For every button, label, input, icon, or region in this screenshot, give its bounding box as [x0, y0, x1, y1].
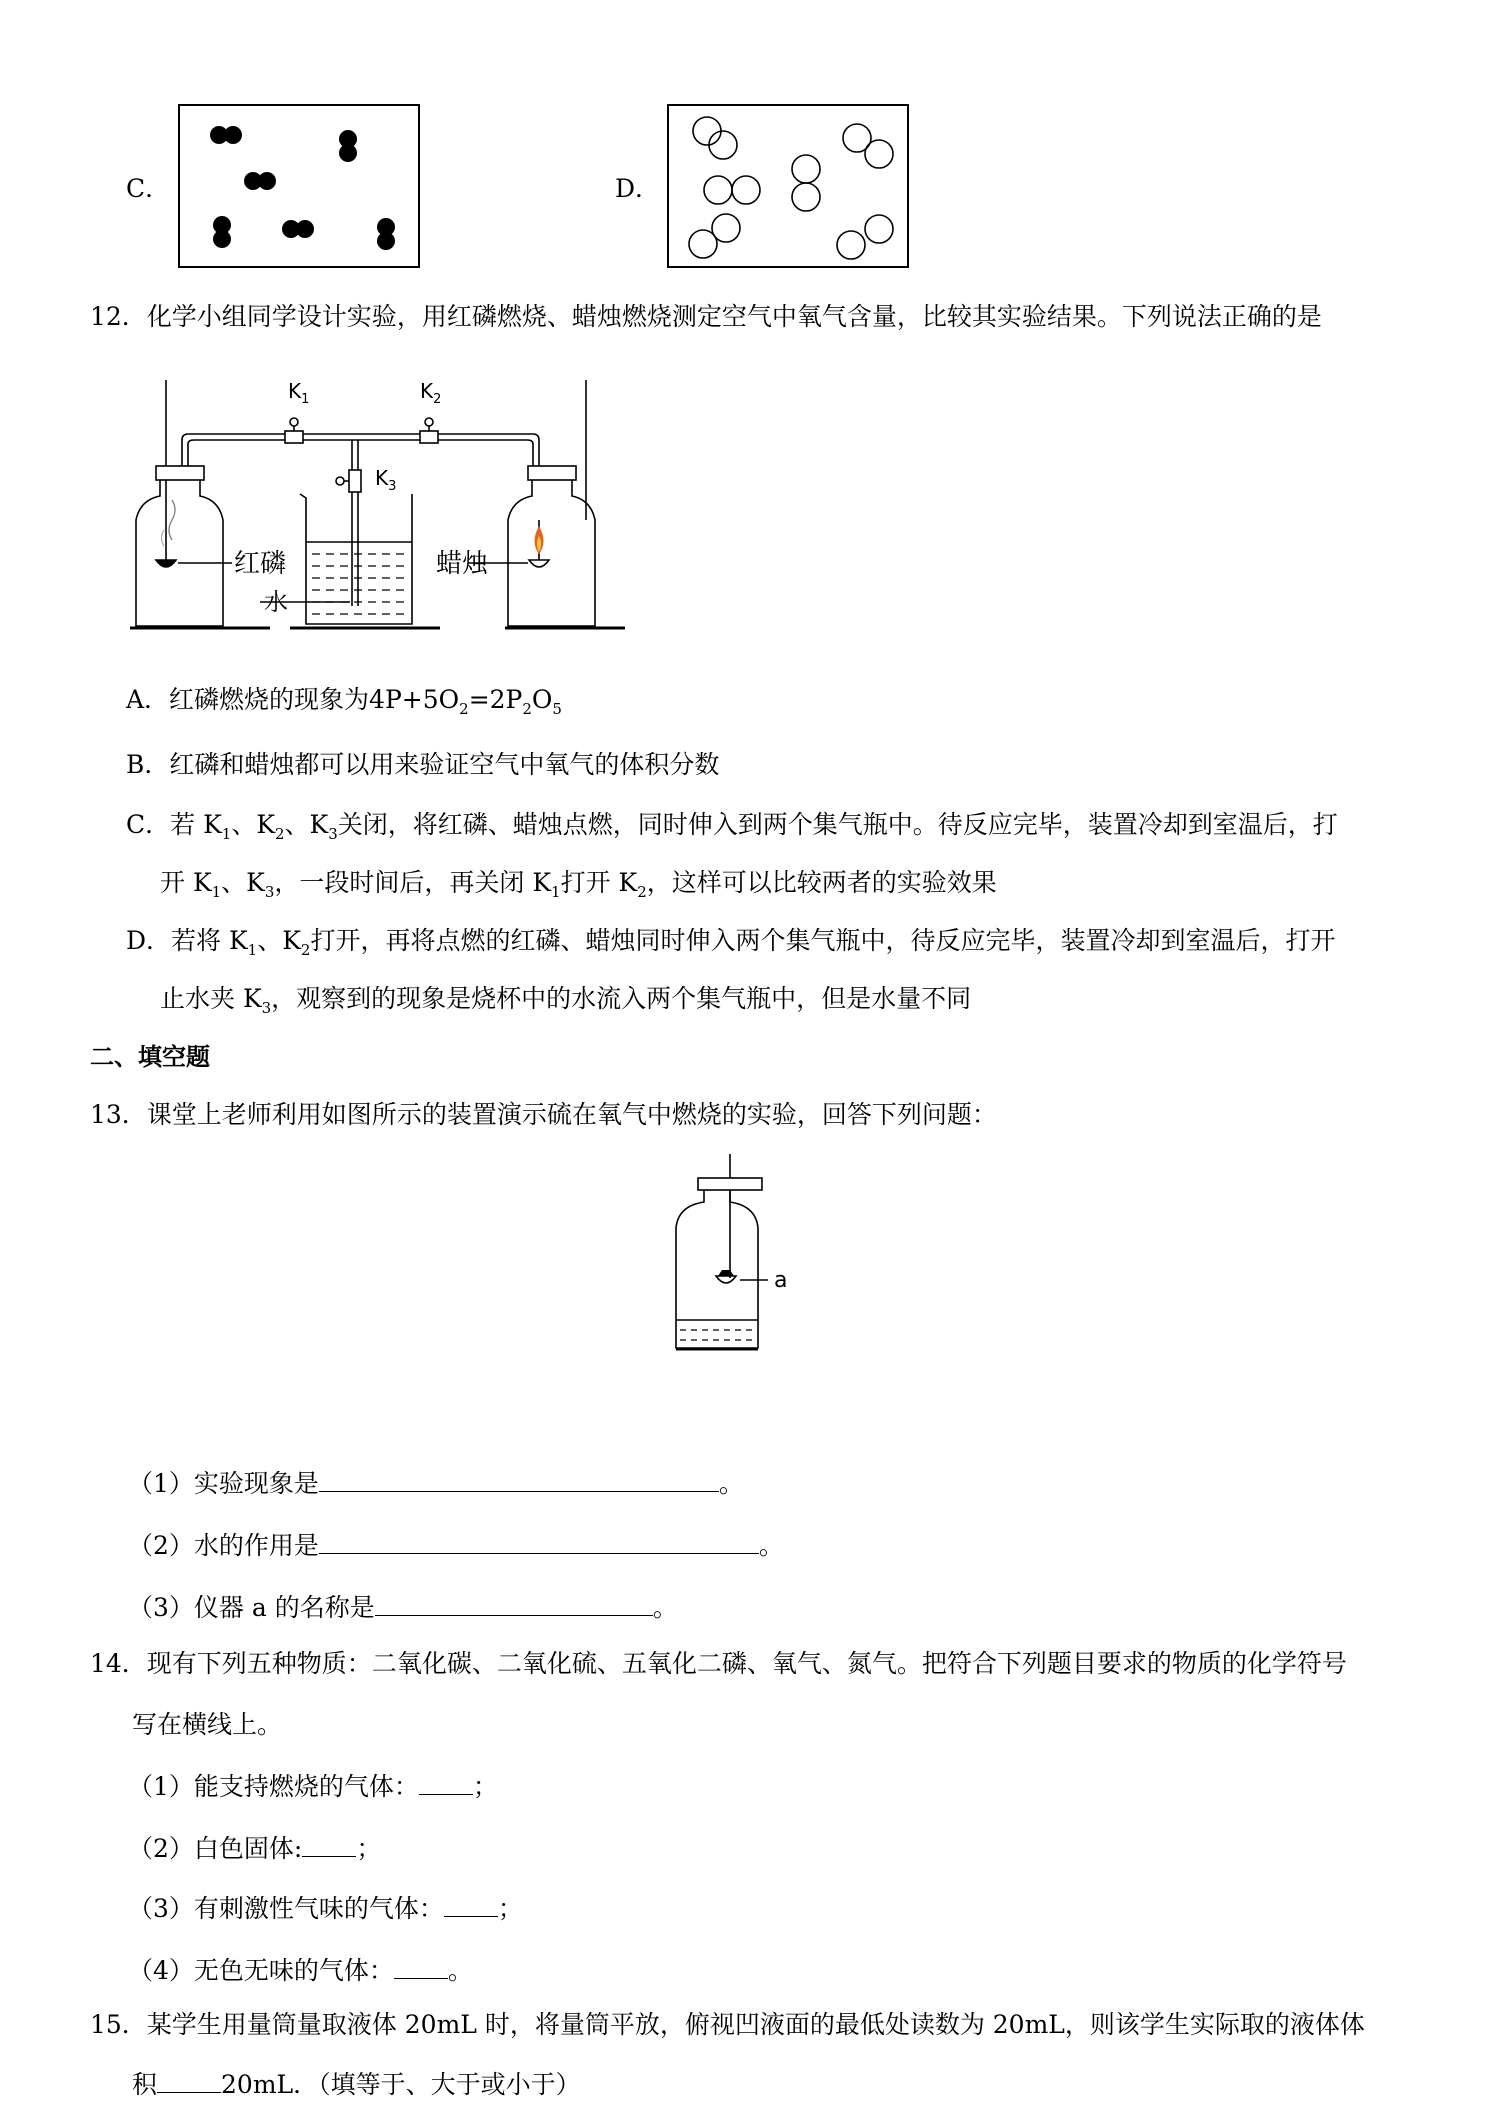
q12-option-a: A．红磷燃烧的现象为$4P+5O_2=2P_2O_5$	[126, 685, 562, 718]
question-15-line2: 积 20mL．（填等于、大于或小于）	[132, 2066, 581, 2102]
q14-sub3: （3）有刺激性气味的气体： ；	[128, 1890, 523, 1926]
red-phosphorus-label: 红磷	[234, 549, 287, 579]
question-14-stem-line1: 14．现有下列五种物质：二氧化碳、二氧化硫、五氧化二磷、氧气、氮气。把符合下列题目要求的物质的化学符号	[90, 1649, 1347, 1678]
candle-label: 蜡烛	[436, 549, 489, 579]
answer-blank[interactable]	[394, 1952, 448, 1979]
answer-blank[interactable]	[157, 2066, 221, 2093]
q13-sub2: （2）水的作用是 。	[128, 1527, 784, 1563]
option-c-diagram	[178, 104, 420, 268]
answer-blank[interactable]	[444, 1890, 498, 1917]
k3-label: $K_3$	[375, 466, 397, 494]
answer-blank[interactable]	[302, 1830, 356, 1857]
answer-blank[interactable]	[319, 1527, 759, 1554]
q13-gas-bottle-diagram	[670, 1150, 830, 1360]
q13-sub3: （3）仪器 a 的名称是 。	[128, 1589, 678, 1625]
question-15-line1: 15．某学生用量筒量取液体 20mL 时，将量筒平放，俯视凹液面的最低处读数为 20mL，则该学生实际取的液体体	[90, 2010, 1365, 2039]
label-a: a	[774, 1268, 788, 1293]
answer-blank[interactable]	[319, 1465, 719, 1492]
answer-blank[interactable]	[375, 1589, 653, 1616]
answer-blank[interactable]	[419, 1768, 473, 1795]
q12-option-c-line2: 开 $K_1$、$K_3$，一段时间后，再关闭 $K_1$打开 $K_2$，这样可以比较两者的实验效果	[160, 868, 997, 901]
q14-sub2: （2）白色固体: ；	[128, 1830, 381, 1866]
option-c-label: C．	[126, 174, 171, 203]
q13-sub1: （1）实验现象是 。	[128, 1465, 744, 1501]
question-13-stem: 13．课堂上老师利用如图所示的装置演示硫在氧气中燃烧的实验，回答下列问题：	[90, 1100, 997, 1129]
q12-option-c-line1: C．若 $K_1$、$K_2$、$K_3$关闭，将红磷、蜡烛点燃，同时伸入到两个集气瓶中。待反应完毕，装置冷却到室温后，打	[126, 810, 1338, 843]
q12-option-b: B．红磷和蜡烛都可以用来验证空气中氧气的体积分数	[126, 750, 720, 779]
option-d-label: D．	[615, 174, 661, 203]
k1-label: $K_1$	[288, 379, 310, 407]
q14-sub4: （4）无色无味的气体： 。	[128, 1952, 473, 1988]
open-circle-molecules	[689, 117, 893, 259]
q12-apparatus-diagram	[120, 370, 640, 640]
question-14-stem-line2: 写在横线上。	[132, 1710, 283, 1739]
q12-option-d-line2: 止水夹 $K_3$，观察到的现象是烧杯中的水流入两个集气瓶中，但是水量不同	[160, 984, 972, 1017]
section-heading: 二、填空题	[90, 1043, 210, 1071]
q12-option-d-line1: D．若将 $K_1$、$K_2$打开，再将点燃的红磷、蜡烛同时伸入两个集气瓶中，待反应完毕，装置冷却到室温后，打开	[126, 926, 1336, 959]
q14-sub1: （1）能支持燃烧的气体： ；	[128, 1768, 498, 1804]
diatomic-molecules	[210, 126, 395, 250]
question-12-stem: 12．化学小组同学设计实验，用红磷燃烧、蜡烛燃烧测定空气中氧气含量，比较其实验结果。下列说法正确的是	[90, 302, 1322, 331]
option-d-diagram	[667, 104, 909, 268]
water-label: 水	[264, 588, 288, 616]
k2-label: $K_2$	[420, 379, 442, 407]
